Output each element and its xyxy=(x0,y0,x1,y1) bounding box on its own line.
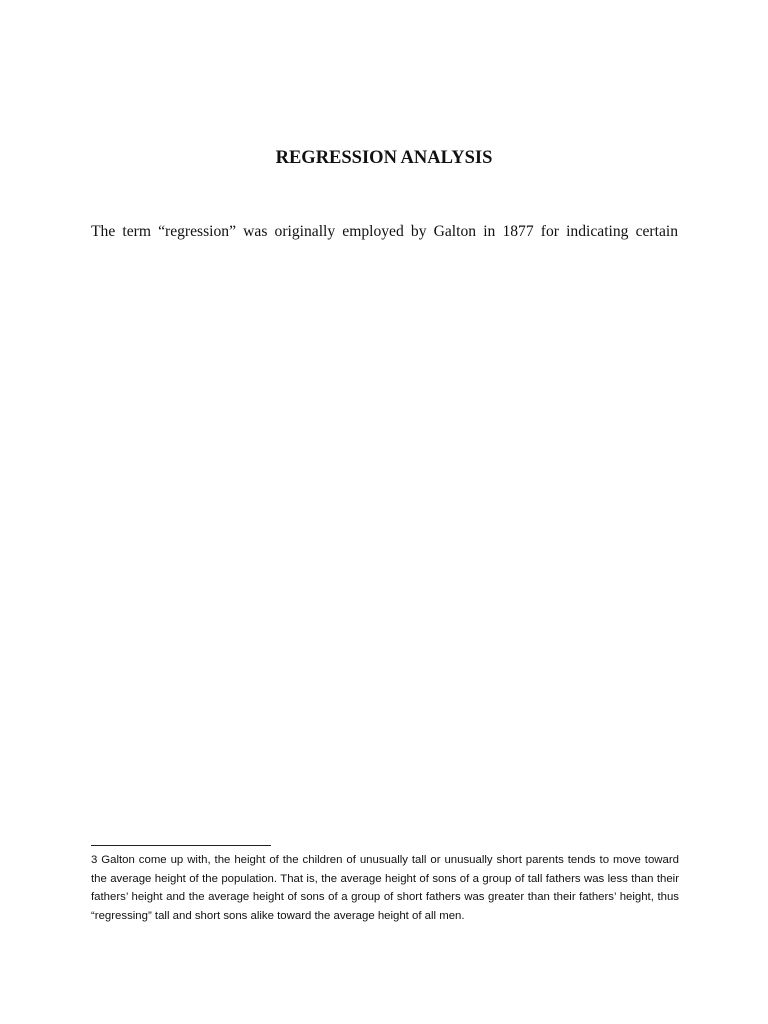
footnote xyxy=(91,851,679,925)
footnote-line: fathers’ height and the average height of sons of a group of short fathers was greater than their fathers’ height, thus xyxy=(91,891,679,903)
footnote-separator xyxy=(91,845,271,846)
footnote-line: “regressing” tall and short sons alike toward the average height of all men. xyxy=(91,909,465,922)
footnote-line: the average height of the population. That is, the average height of sons of a group of tall fathers was less than their xyxy=(91,872,679,885)
page-title: REGRESSION ANALYSIS xyxy=(275,148,493,168)
body-paragraph: The term “regression” was originally employed by Galton in 1877 for indicating certain xyxy=(91,223,678,240)
footnote-line: 3 Galton come up with, the height of the children of unusually tall or unusually short parents tends to move toward xyxy=(91,854,679,866)
